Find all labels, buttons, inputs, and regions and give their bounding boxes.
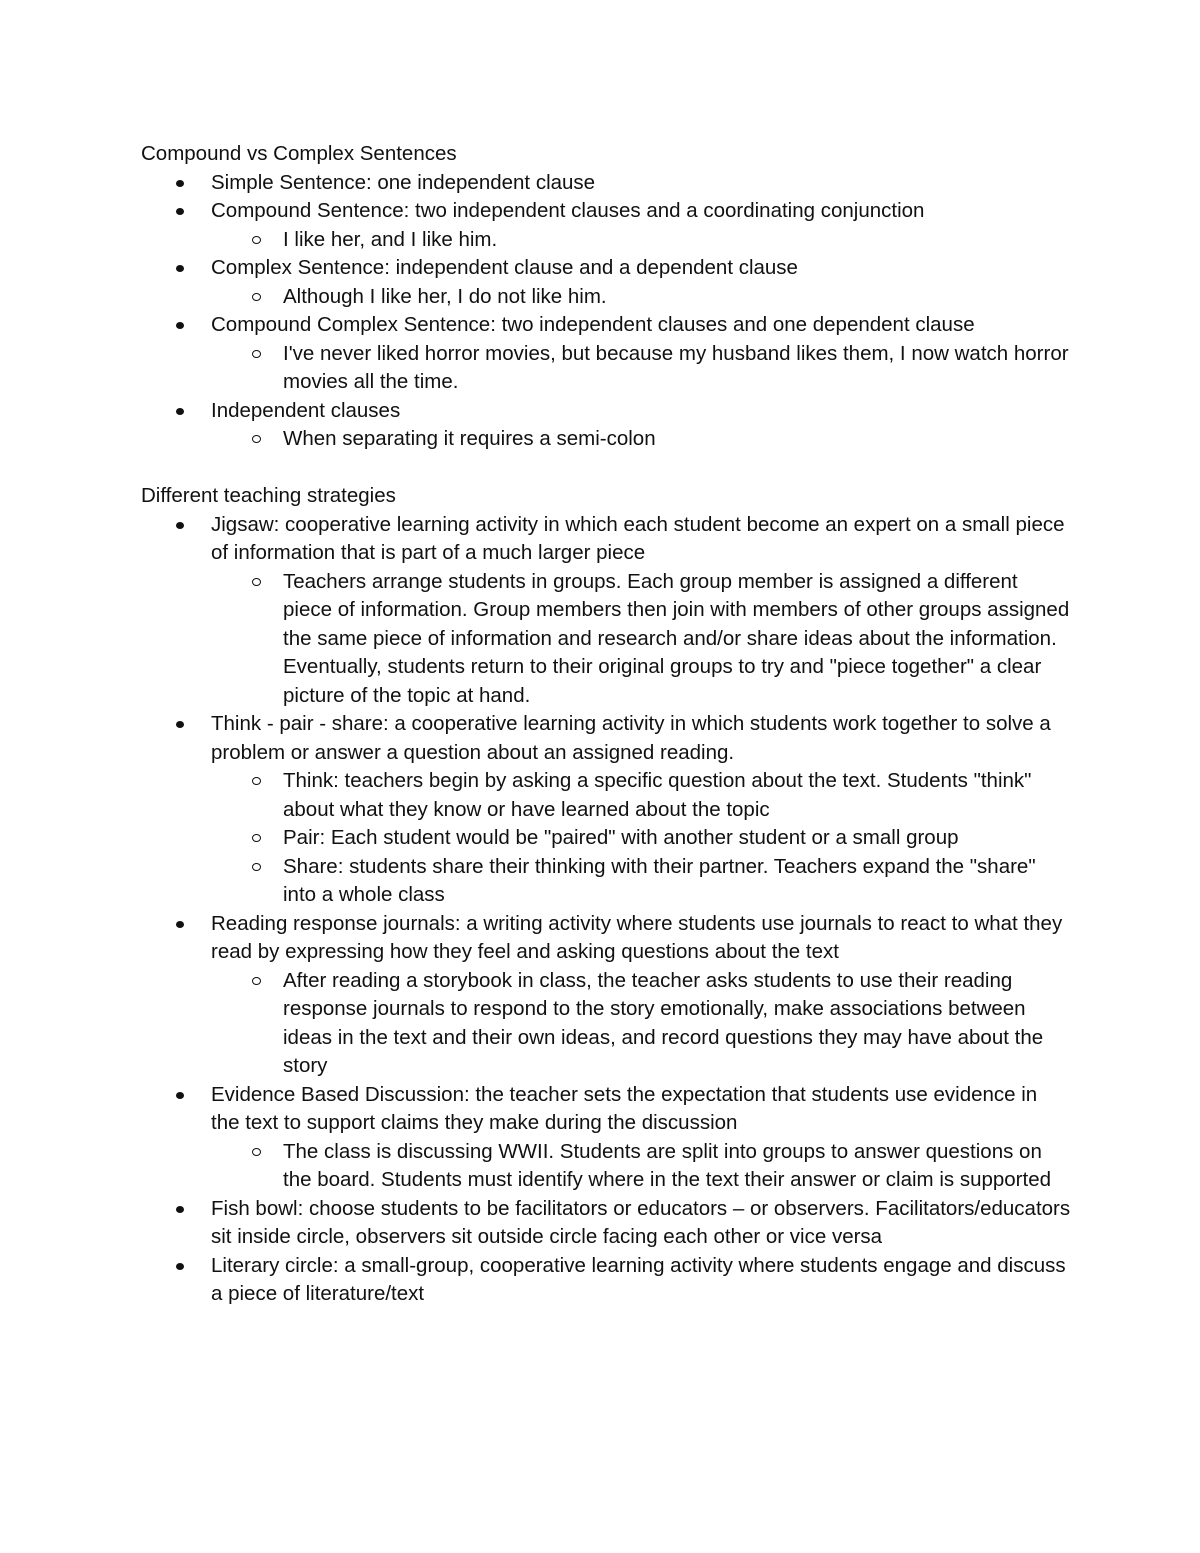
bullet-list [141, 511, 1071, 1309]
hollow-bullet-icon [252, 435, 261, 443]
hollow-bullet-icon [252, 777, 261, 785]
sub-list-item [283, 967, 1071, 1081]
section-teaching-strategies [141, 482, 1071, 1309]
sub-list [211, 283, 1071, 312]
list-item [211, 511, 1071, 711]
sub-list-item [283, 283, 1071, 312]
sub-list [211, 568, 1071, 711]
sub-list-item [283, 568, 1071, 711]
list-item-text: Jigsaw: cooperative learning activity in which each student become an expert on a small piece of information that is part of a much larger piece [211, 512, 1065, 564]
hollow-bullet-icon [252, 350, 261, 358]
list-item [211, 169, 1071, 198]
list-item [211, 197, 1071, 254]
list-item [211, 397, 1071, 454]
list-item-text: Literary circle: a small-group, cooperative learning activity where students engage and discuss a piece of literature/text [211, 1253, 1066, 1305]
hollow-bullet-icon [252, 863, 261, 871]
document-content [141, 140, 1071, 1309]
list-item [211, 910, 1071, 1081]
list-item-text: Fish bowl: choose students to be facilitators or educators – or observers. Facilitators/educators sit inside circle, observers sit outside circle facing each other or vice versa [211, 1196, 1071, 1248]
hollow-bullet-icon [252, 293, 261, 301]
sub-list-item-text: When separating it requires a semi-colon [283, 427, 656, 450]
list-item-text: Evidence Based Discussion: the teacher sets the expectation that students use evidence in the text to support claims they make during the discussion [211, 1082, 1038, 1134]
list-item-text: Complex Sentence: independent clause and a dependent clause [211, 256, 798, 279]
sub-list-item [283, 767, 1071, 824]
sub-list-item-text: Pair: Each student would be "paired" with another student or a small group [283, 826, 959, 849]
sub-list-item [283, 340, 1071, 397]
filled-bullet-icon [176, 208, 184, 215]
sub-list-item [283, 1138, 1071, 1195]
filled-bullet-icon [176, 180, 184, 187]
sub-list-item-text: After reading a storybook in class, the teacher asks students to use their reading response journals to respond to the story emotionally, make associations between ideas in the text and their own ideas, and record questions they may have about the story [283, 968, 1044, 1077]
sub-list-item-text: I've never liked horror movies, but because my husband likes them, I now watch horror movies all the time. [283, 341, 1069, 393]
sub-list-item [283, 226, 1071, 255]
sub-list-item-text: Teachers arrange students in groups. Each group member is assigned a different piece of information. Group members then join with members of other groups assigned the same piece of information and research and/or share ideas about the information. Eventually, students return to their original groups to try and "piece together" a clear picture of the topic at hand. [283, 569, 1070, 707]
section-title: Different teaching strategies [141, 484, 396, 507]
sub-list [211, 1138, 1071, 1195]
sub-list [211, 425, 1071, 454]
sub-list-item [283, 853, 1071, 910]
sub-list-item-text: The class is discussing WWII. Students are split into groups to answer questions on the board. Students must identify where in the text their answer or claim is supported [283, 1139, 1051, 1191]
hollow-bullet-icon [252, 977, 261, 985]
list-item [211, 1195, 1071, 1252]
list-item-text: Simple Sentence: one independent clause [211, 170, 596, 194]
sub-list [211, 967, 1071, 1081]
list-item-text: Think - pair - share: a cooperative learning activity in which students work together to solve a problem or answer a question about an assigned reading. [211, 712, 1051, 764]
filled-bullet-icon [176, 1206, 184, 1213]
filled-bullet-icon [176, 322, 184, 329]
sub-list-item-text: Share: students share their thinking with their partner. Teachers expand the "share" into a whole class [283, 854, 1036, 906]
sub-list [211, 767, 1071, 910]
filled-bullet-icon [176, 1092, 184, 1099]
sub-list-item [283, 425, 1071, 454]
bullet-list [141, 169, 1071, 454]
list-item [211, 311, 1071, 397]
list-item [211, 1252, 1071, 1309]
sub-list-item-text: Although I like her, I do not like him. [283, 284, 607, 308]
sub-list-item-text: I like her, and I like him. [283, 227, 498, 251]
list-item-text: Compound Complex Sentence: two independent clauses and one dependent clause [211, 313, 975, 336]
sub-list-item-text: Think: teachers begin by asking a specific question about the text. Students "think" about what they know or have learned about the topic [283, 769, 1032, 821]
section-compound-complex [141, 140, 1071, 454]
sub-list [211, 340, 1071, 397]
filled-bullet-icon [176, 721, 184, 728]
hollow-bullet-icon [252, 236, 261, 244]
list-item-text: Independent clauses [211, 398, 401, 422]
filled-bullet-icon [176, 921, 184, 928]
hollow-bullet-icon [252, 834, 261, 842]
filled-bullet-icon [176, 522, 184, 529]
list-item [211, 1081, 1071, 1195]
sub-list-item [283, 824, 1071, 853]
list-item [211, 254, 1071, 311]
list-item-text: Reading response journals: a writing activity where students use journals to react to what they read by expressing how they feel and asking questions about the text [211, 911, 1063, 963]
filled-bullet-icon [176, 408, 184, 415]
sub-list [211, 226, 1071, 255]
list-item-text: Compound Sentence: two independent clauses and a coordinating conjunction [211, 199, 925, 222]
hollow-bullet-icon [252, 578, 261, 586]
filled-bullet-icon [176, 1263, 184, 1270]
hollow-bullet-icon [252, 1148, 261, 1156]
section-title: Compound vs Complex Sentences [141, 142, 457, 165]
list-item [211, 710, 1071, 910]
filled-bullet-icon [176, 265, 184, 272]
